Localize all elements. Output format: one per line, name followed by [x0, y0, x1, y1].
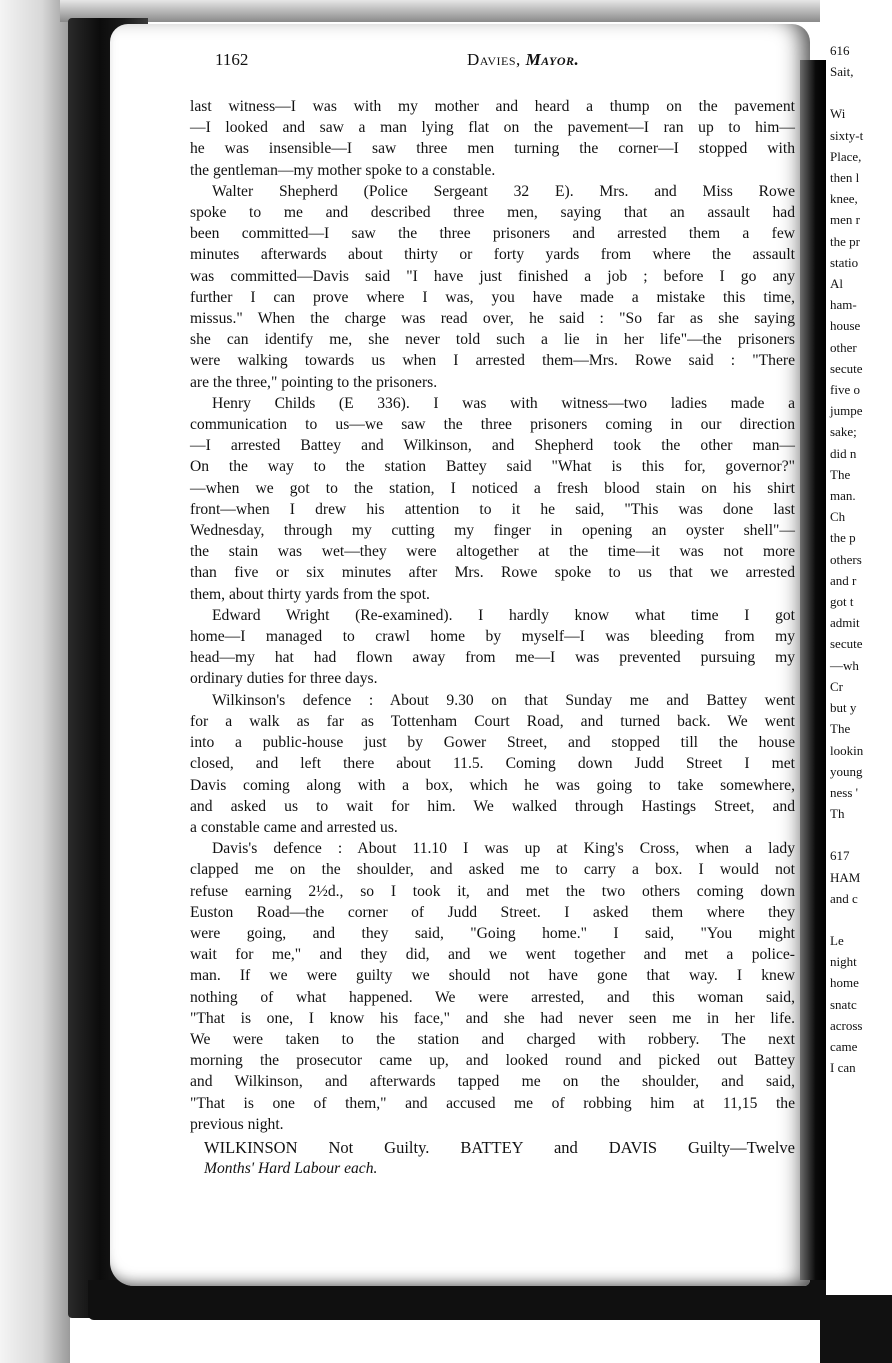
- facing-page-line: Sait,: [830, 64, 854, 80]
- facing-page-line: admit: [830, 615, 860, 631]
- text-line: are the three," pointing to the prisoners.: [190, 373, 438, 391]
- facing-page-line: snatc: [830, 996, 857, 1012]
- book-bottom-edge: [88, 1280, 848, 1320]
- text-line: communication to us—we saw the three prisoners coming in our direction: [190, 416, 795, 434]
- text-line: Wilkinson's defence : About 9.30 on that Sunday me and Battey went: [212, 691, 795, 709]
- facing-page-line: 616: [830, 43, 850, 58]
- text-line: Edward Wright (Re-examined). I hardly know what time I got: [212, 606, 795, 624]
- text-line: he was insensible—I saw three men turning the corner—I stopped with: [190, 140, 795, 158]
- text-line: minutes afterwards about thirty or forty yards from where the assault: [190, 246, 795, 264]
- facing-page-line: house: [830, 318, 861, 334]
- facing-page-line: I can: [830, 1060, 856, 1076]
- facing-page-line: night: [830, 954, 857, 970]
- facing-page-line: [826, 82, 892, 103]
- scanner-top-edge: [60, 0, 820, 22]
- facing-page-line: did n: [830, 445, 857, 461]
- verdict-text-1: WILKINSON Not Guilty. BATTEY and DAVIS Guilty—Twelve: [204, 1137, 795, 1157]
- text-line: the stain was wet—they were altogether at the time—it was not more: [190, 543, 795, 561]
- text-line: Euston Road—the corner of Judd Street. I asked them where they: [190, 903, 795, 921]
- text-line: nothing of what happened. We were arrested, and this woman said,: [190, 988, 795, 1006]
- facing-page-line: man.: [830, 488, 856, 504]
- scanner-margin: [0, 0, 70, 1363]
- text-line: spoke to me and described three men, saying that an assault had: [190, 204, 795, 222]
- text-line: previous night.: [190, 1115, 284, 1133]
- text-line: —I arrested Battey and Wilkinson, and Shepherd took the other man—: [190, 437, 795, 455]
- text-line: "That is one, I know his face," and she had never seen me in her life.: [190, 1009, 795, 1027]
- text-line: morning the prosecutor came up, and looked round and picked out Battey: [190, 1052, 795, 1070]
- facing-page-line: then l: [830, 170, 860, 186]
- text-line: last witness—I was with my mother and heard a thump on the pavement: [190, 98, 795, 115]
- facing-page-line: knee,: [830, 191, 858, 207]
- text-line: "That is one of them," and accused me of robbing him at 11,15 the: [190, 1094, 795, 1112]
- facing-page-line: Wi: [830, 106, 846, 122]
- text-line: into a public-house just by Gower Street, and stopped till the house: [190, 734, 795, 752]
- facing-page-line: sixty-t: [830, 127, 864, 143]
- text-line: been committed—I saw the three prisoners and arrested them a few: [190, 225, 795, 243]
- page-gutter: [800, 60, 826, 1280]
- text-line: than five or six minutes after Mrs. Rowe spoke to us that we arrested: [190, 564, 795, 582]
- text-line: Walter Shepherd (Police Sergeant 32 E). Mrs. and Miss Rowe: [212, 182, 795, 200]
- facing-page-line: others: [830, 551, 862, 567]
- facing-page-line: but y: [830, 700, 857, 716]
- facing-page-line: lookin: [830, 742, 864, 758]
- verdict-line-2: [190, 1158, 795, 1179]
- running-head-name: Davies,: [467, 50, 521, 69]
- facing-page-line: ham-: [830, 297, 857, 313]
- facing-page-line: the p: [830, 530, 856, 546]
- running-head: [467, 50, 579, 70]
- facing-page-line: The: [830, 466, 851, 482]
- facing-page-fragment: [826, 40, 892, 1300]
- text-line: head—my hat had flown away from me—I was prevented pursuing my: [190, 649, 795, 667]
- facing-page-line: [826, 909, 892, 930]
- text-line: —I looked and saw a man lying flat on the pavement—I ran up to him—: [190, 119, 795, 137]
- text-line: were going, and they said, "Going home." I said, "You might: [190, 924, 795, 942]
- facing-page-line: sake;: [830, 424, 857, 440]
- text-line: them, about thirty yards from the spot.: [190, 585, 430, 603]
- facing-page-line: young: [830, 763, 863, 779]
- facing-page-line: came: [830, 1038, 858, 1054]
- text-line: were walking towards us when I arrested them—Mrs. Rowe said : "There: [190, 352, 795, 370]
- facing-page-line: Th: [830, 806, 845, 822]
- facing-page-line: [826, 824, 892, 845]
- verdict-line-1: [190, 1137, 795, 1158]
- facing-page-line: 617: [830, 848, 850, 864]
- page-number: 1162: [215, 50, 249, 69]
- text-line: Henry Childs (E 336). I was with witness—two ladies made a: [212, 394, 795, 412]
- text-line: ordinary duties for three days.: [190, 670, 378, 688]
- text-line: closed, and left there about 11.5. Coming down Judd Street I met: [190, 755, 795, 773]
- text-line: for a walk as far as Tottenham Court Road, and turned back. We went: [190, 712, 795, 730]
- facing-page-line: —wh: [830, 657, 859, 673]
- text-line: and Wilkinson, and afterwards tapped me on the shoulder, and said,: [190, 1073, 795, 1091]
- facing-page-line: and r: [830, 572, 857, 588]
- facing-page-line: home: [830, 975, 859, 991]
- facing-page-shadow: [820, 1295, 892, 1363]
- facing-page-line: Al: [830, 276, 843, 292]
- facing-page-line: ness ': [830, 784, 858, 800]
- facing-page-line: statio: [830, 254, 859, 270]
- facing-page-line: secute: [830, 636, 863, 652]
- text-line: clapped me on the shoulder, and asked me to carry a box. I would not: [190, 861, 795, 879]
- text-line: Davis's defence : About 11.10 I was up at King's Cross, when a lady: [212, 840, 795, 858]
- facing-page-line: Le: [830, 932, 844, 948]
- text-line: On the way to the station Battey said "What is this for, governor?": [190, 458, 795, 476]
- facing-page-line: men r: [830, 212, 860, 228]
- facing-page-line: five o: [830, 382, 860, 398]
- text-line: Wednesday, through my cutting my finger in opening an oyster shell"—: [190, 522, 795, 540]
- facing-page-line: other: [830, 339, 857, 355]
- page-body-text: [190, 96, 795, 1179]
- text-line: and asked us to wait for him. We walked through Hastings Street, and: [190, 797, 795, 815]
- facing-page-line: jumpe: [830, 403, 863, 419]
- text-line: —when we got to the station, I noticed a fresh blood stain on his shirt: [190, 479, 795, 497]
- facing-page-line: Place,: [830, 148, 862, 164]
- text-line: the gentleman—my mother spoke to a constable.: [190, 161, 496, 179]
- facing-page-line: the pr: [830, 233, 860, 249]
- text-line: she can identify me, she never told such a lie in her life"—the prisoners: [190, 331, 795, 349]
- facing-page-line: The: [830, 721, 851, 737]
- text-line: man. If we were guilty we should not have gone that way. I knew: [190, 967, 795, 985]
- running-head-title: Mayor.: [525, 50, 580, 69]
- text-line: refuse earning 2½d., so I took it, and met the two others coming down: [190, 882, 795, 900]
- facing-page-line: HAM: [830, 869, 861, 885]
- text-line: a constable came and arrested us.: [190, 818, 398, 836]
- facing-page-line: and c: [830, 890, 858, 906]
- facing-page-line: Cr: [830, 678, 843, 694]
- text-line: home—I managed to crawl home by myself—I was bleeding from my: [190, 628, 795, 646]
- text-line: We were taken to the station and charged with robbery. The next: [190, 1030, 795, 1048]
- verdict-text-2: Months' Hard Labour each.: [204, 1160, 378, 1178]
- facing-page-line: across: [830, 1017, 863, 1033]
- facing-page-line: secute: [830, 360, 863, 376]
- text-line: Davis coming along with a box, which he was going to take somewhere,: [190, 776, 795, 794]
- text-line: was committed—Davis said "I have just finished a job ; before I go any: [190, 267, 795, 285]
- text-lines: [190, 96, 795, 1135]
- text-line: missus." When the charge was read over, he said : "So far as she saying: [190, 310, 795, 328]
- facing-page-line: got t: [830, 594, 854, 610]
- text-line: further I can prove where I was, you have made a mistake this time,: [190, 288, 795, 306]
- text-line: front—when I drew his attention to it he said, "This was done last: [190, 500, 795, 518]
- text-line: wait for me," and they did, and we went together and met a police-: [190, 946, 795, 964]
- page-header: [215, 50, 610, 74]
- facing-page-line: Ch: [830, 509, 846, 525]
